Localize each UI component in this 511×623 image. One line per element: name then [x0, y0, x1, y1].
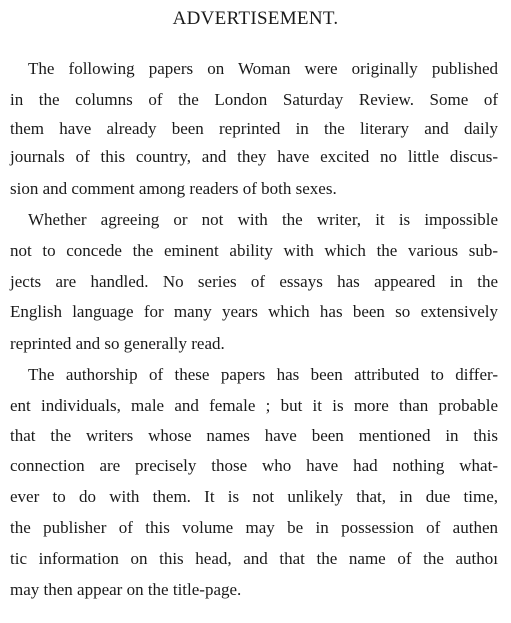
text-line: them have already been reprinted in the literary and daily [10, 119, 498, 138]
text-line: The following papers on Woman were originally published [28, 59, 498, 78]
text-line: jects are handled. No series of essays has appeared in the [10, 272, 498, 291]
page-heading: ADVERTISEMENT. [172, 8, 339, 29]
text-line: sion and comment among readers of both sexes. [10, 179, 337, 198]
text-line: journals of this country, and they have excited no little discus- [10, 147, 498, 166]
text-line: that the writers whose names have been mentioned in this [10, 426, 498, 445]
text-line: tic information on this head, and that the name of the authoı [10, 549, 498, 568]
text-line: the publisher of this volume may be in possession of authen [10, 518, 498, 537]
text-line: connection are precisely those who have had nothing what- [10, 456, 498, 475]
text-line: may then appear on the title-page. [10, 580, 242, 599]
text-line: The authorship of these papers has been attributed to differ- [28, 365, 498, 384]
text-line: Whether agreeing or not with the writer, it is impossible [28, 210, 498, 229]
text-line: not to concede the eminent ability with which the various sub- [10, 241, 498, 260]
text-line: English language for many years which has been so extensively [10, 302, 498, 321]
text-line: ent individuals, male and female ; but it is more than probable [10, 396, 498, 415]
text-line: in the columns of the London Saturday Review. Some of [10, 90, 498, 109]
text-line: ever to do with them. It is not unlikely that, in due time, [10, 487, 498, 506]
text-line: reprinted and so generally read. [10, 334, 225, 353]
